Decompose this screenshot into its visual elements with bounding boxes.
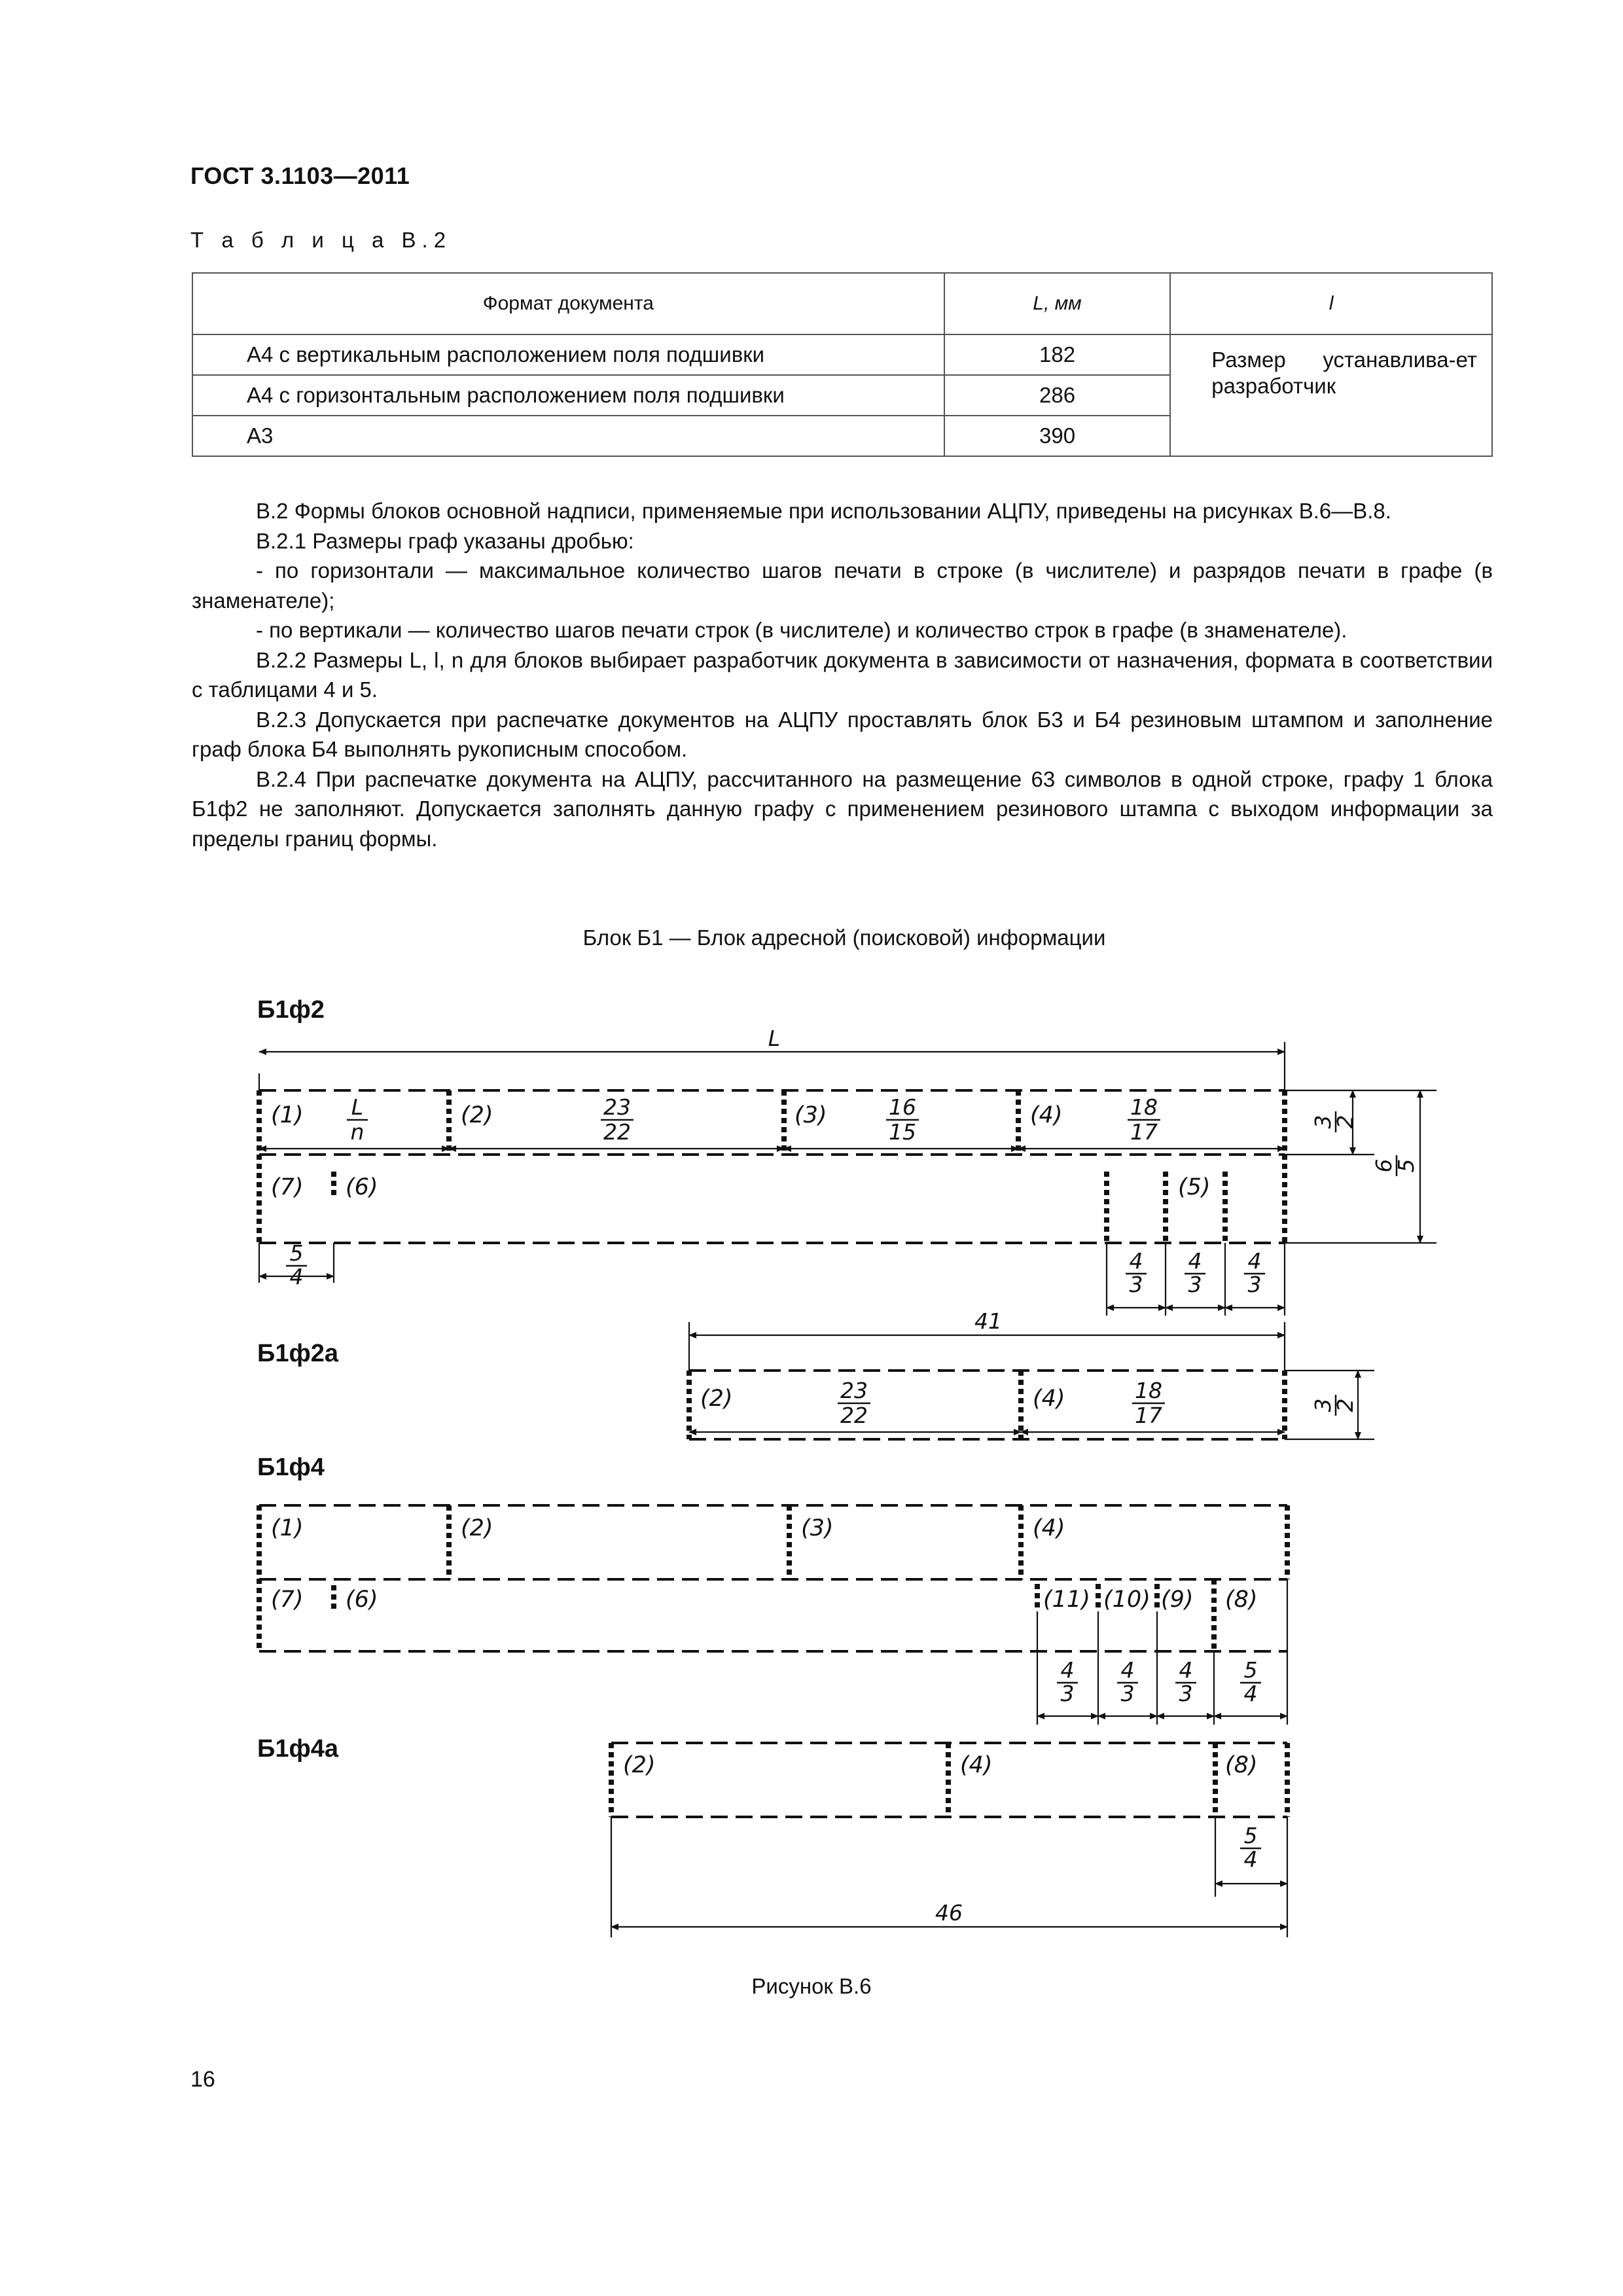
- dim-numerator: 23: [840, 1378, 868, 1403]
- dim-denominator: 3: [1247, 1272, 1262, 1297]
- column-label: (10): [1103, 1587, 1150, 1613]
- dim-numerator: L: [351, 1094, 364, 1120]
- dim-denominator: 22: [840, 1403, 868, 1428]
- dim-denominator: 3: [1188, 1272, 1202, 1297]
- dim-label: 41: [974, 1308, 1002, 1334]
- dim-denominator: 22: [603, 1119, 631, 1145]
- dim-denominator: 15: [889, 1119, 916, 1145]
- format-cell: А4 с вертикальным расположением поля подшивки: [192, 334, 944, 375]
- column-label: (7): [271, 1174, 304, 1200]
- fraction-bars: [286, 1111, 1397, 1848]
- column-label: (9): [1161, 1587, 1194, 1613]
- column-label: (3): [794, 1102, 827, 1128]
- column-label: (8): [1225, 1752, 1258, 1778]
- paragraph: - по горизонтали — максимальное количество шагов печати в строке (в числителе) и разрядов печати в графе (в знаменателе);: [192, 558, 1493, 613]
- dim-numerator: 4: [1179, 1657, 1193, 1683]
- column-header: l: [1170, 273, 1492, 334]
- dim-denominator: 2: [1332, 1398, 1358, 1412]
- dim-label: L: [768, 1026, 781, 1051]
- dim-numerator: 4: [1120, 1657, 1135, 1683]
- dim-numerator: 6: [1371, 1158, 1397, 1173]
- column-label: (1): [271, 1515, 304, 1541]
- column-label: (4): [1033, 1386, 1065, 1412]
- dim-label: 46: [935, 1900, 963, 1926]
- column-label: (7): [271, 1587, 304, 1613]
- block-label-b1f4a: Б1ф4а: [257, 1735, 338, 1763]
- format-cell: А4 с горизонтальным расположением поля подшивки: [192, 375, 944, 416]
- paragraph: - по вертикали — количество шагов печати строк (в числителе) и количество строк в графе (в знаменателе).: [256, 618, 1347, 642]
- column-label: (5): [1178, 1174, 1211, 1200]
- dim-denominator: 2: [1332, 1115, 1358, 1129]
- dim-denominator: 17: [1130, 1119, 1158, 1145]
- block-label-b1f2a: Б1ф2а: [257, 1340, 338, 1367]
- column-header-text: L, мм: [1033, 293, 1082, 314]
- column-label: (1): [271, 1102, 304, 1128]
- column-label: (11): [1043, 1587, 1090, 1613]
- dim-numerator: 5: [1243, 1657, 1258, 1683]
- figure-caption: Рисунок В.6: [751, 1974, 872, 1998]
- dim-numerator: 3: [1310, 1398, 1336, 1412]
- dim-denominator: 4: [289, 1264, 304, 1289]
- length-cell: 390: [944, 416, 1171, 456]
- column-label: (2): [461, 1515, 493, 1541]
- dim-denominator: 4: [1243, 1846, 1258, 1872]
- format-cell: А3: [192, 416, 944, 456]
- block-label-b1f2: Б1ф2: [257, 996, 325, 1024]
- column-label: (4): [1033, 1515, 1065, 1541]
- block-b1f4-frame: [259, 1505, 1287, 1651]
- note-cell: Размер устанавлива-ет разработчик: [1170, 334, 1492, 456]
- column-label: (2): [461, 1102, 493, 1128]
- dim-numerator: 4: [1129, 1248, 1143, 1274]
- dim-numerator: 4: [1060, 1657, 1075, 1683]
- dim-numerator: 5: [289, 1240, 304, 1266]
- block-label-b1f4: Б1ф4: [257, 1454, 325, 1481]
- dim-numerator: 4: [1188, 1248, 1202, 1274]
- column-label: (4): [1030, 1102, 1063, 1128]
- column-label: (6): [346, 1587, 378, 1613]
- block-b1f2a-dimensions: [689, 1322, 1374, 1439]
- table-caption: Т а б л и ц а В.2: [190, 228, 452, 252]
- dim-denominator: 5: [1393, 1158, 1419, 1173]
- paragraph: В.2.3 Допускается при распечатке документов на АЦПУ проставлять блок Б3 и Б4 резиновым штампом и заполнение граф блока Б4 выполнять рукописным способом.: [192, 707, 1493, 761]
- dim-denominator: n: [350, 1119, 365, 1145]
- dim-numerator: 16: [889, 1094, 916, 1120]
- paragraph: В.2.1 Размеры граф указаны дробью:: [256, 528, 634, 553]
- column-label: (6): [346, 1174, 378, 1200]
- standard-number: ГОСТ 3.1103—2011: [190, 162, 410, 189]
- paragraph: В.2 Формы блоков основной надписи, применяемые при использовании АЦПУ, приведены на рисунках В.6—В.8.: [256, 499, 1391, 523]
- block-b1f2a-frame: [689, 1371, 1285, 1439]
- dim-denominator: 17: [1135, 1403, 1162, 1428]
- dim-denominator: 3: [1179, 1681, 1193, 1706]
- dim-numerator: 3: [1310, 1115, 1336, 1129]
- dim-numerator: 4: [1247, 1248, 1262, 1274]
- dim-numerator: 18: [1130, 1094, 1158, 1120]
- column-label: (2): [700, 1386, 733, 1412]
- dim-numerator: 23: [603, 1094, 631, 1120]
- paragraph: В.2.4 При распечатке документа на АЦПУ, рассчитанного на размещение 63 символов в одной строке, графу 1 блока Б1ф2 не заполняют. Допускается заполнять данную графу с применением резинового штампа с выходом информации за пределы границ формы.: [192, 766, 1493, 851]
- paragraph: В.2.2 Размеры L, l, n для блоков выбирает разработчик документа в зависимости от назначения, формата в соответствии с таблицами 4 и 5.: [192, 647, 1493, 702]
- dim-denominator: 4: [1243, 1681, 1258, 1706]
- length-cell: 182: [944, 334, 1171, 375]
- column-label: (4): [960, 1752, 993, 1778]
- dim-denominator: 3: [1060, 1681, 1075, 1706]
- column-label: (3): [801, 1515, 834, 1541]
- dim-denominator: 3: [1129, 1272, 1143, 1297]
- block-b1f4a-frame: [611, 1743, 1287, 1817]
- column-label: (2): [623, 1752, 656, 1778]
- dim-numerator: 18: [1135, 1378, 1162, 1403]
- figure-title: Блок Б1 — Блок адресной (поисковой) информации: [582, 925, 1106, 950]
- column-label: (8): [1225, 1587, 1258, 1613]
- dim-numerator: 5: [1243, 1823, 1258, 1848]
- column-header: Формат документа: [192, 273, 944, 334]
- dim-denominator: 3: [1120, 1681, 1135, 1706]
- length-cell: 286: [944, 375, 1171, 416]
- page-number: 16: [190, 2067, 215, 2092]
